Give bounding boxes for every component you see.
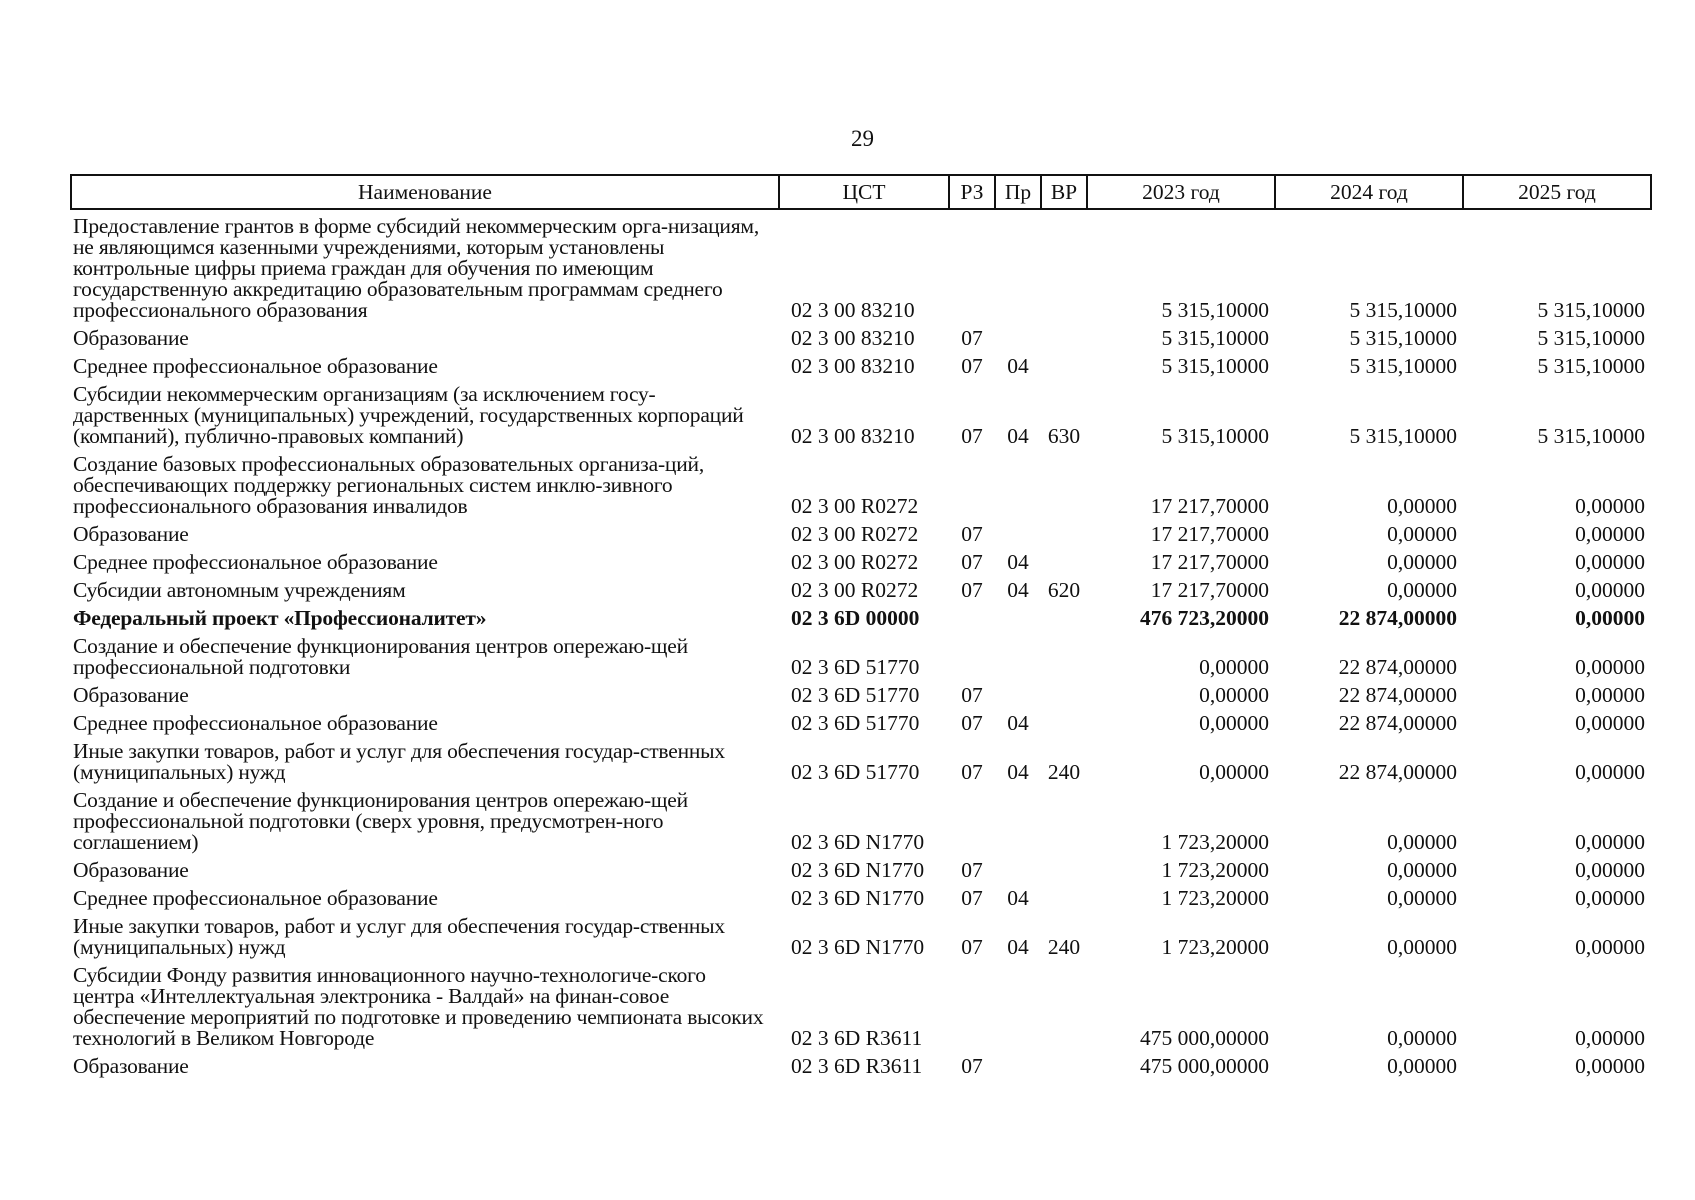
row-cst: 02 3 00 R0272 xyxy=(791,578,919,602)
header-cst: ЦСТ xyxy=(779,175,949,209)
row-value-2023: 17 217,70000 xyxy=(1150,522,1269,546)
row-value-2023: 476 723,20000 xyxy=(1140,606,1269,630)
row-pr: 04 xyxy=(1007,550,1029,574)
row-cst: 02 3 6D N1770 xyxy=(791,886,925,910)
row-vr xyxy=(1041,784,1087,854)
row-name: Федеральный проект «Профессионалитет» xyxy=(73,606,487,630)
row-cst: 02 3 00 83210 xyxy=(791,326,915,350)
row-rz: 07 xyxy=(961,354,983,378)
table-row xyxy=(71,679,1651,707)
row-name: Среднее профессиональное образование xyxy=(73,886,438,910)
table-row xyxy=(71,378,1651,448)
row-value-2025: 0,00000 xyxy=(1575,886,1645,910)
row-name: Образование xyxy=(73,326,189,350)
row-rz xyxy=(949,602,995,630)
row-cst: 02 3 6D N1770 xyxy=(791,858,925,882)
row-vr: 240 xyxy=(1047,760,1081,784)
row-value-2023: 475 000,00000 xyxy=(1140,1026,1269,1050)
row-pr xyxy=(995,784,1041,854)
row-value-2025: 0,00000 xyxy=(1575,683,1645,707)
row-rz: 07 xyxy=(961,424,983,448)
row-vr: 240 xyxy=(1047,935,1081,959)
row-cst: 02 3 00 83210 xyxy=(791,354,915,378)
row-value-2024: 0,00000 xyxy=(1387,578,1457,602)
row-pr xyxy=(995,209,1041,322)
row-rz xyxy=(949,784,995,854)
row-cst: 02 3 6D R3611 xyxy=(791,1054,923,1078)
row-rz xyxy=(949,959,995,1050)
row-pr: 04 xyxy=(1007,711,1029,735)
row-pr xyxy=(995,1050,1041,1078)
row-value-2023: 17 217,70000 xyxy=(1150,578,1269,602)
row-rz: 07 xyxy=(961,578,983,602)
row-vr xyxy=(1041,518,1087,546)
row-vr xyxy=(1041,679,1087,707)
row-rz: 07 xyxy=(961,522,983,546)
row-value-2023: 17 217,70000 xyxy=(1150,494,1269,518)
row-pr xyxy=(995,322,1041,350)
row-pr: 04 xyxy=(1007,578,1029,602)
row-rz xyxy=(949,209,995,322)
row-pr xyxy=(995,518,1041,546)
row-value-2024: 0,00000 xyxy=(1387,1054,1457,1078)
row-value-2023: 5 315,10000 xyxy=(1161,354,1269,378)
row-vr xyxy=(1041,707,1087,735)
row-cst: 02 3 00 R0272 xyxy=(791,522,919,546)
row-rz xyxy=(949,448,995,518)
row-vr xyxy=(1041,1050,1087,1078)
row-pr xyxy=(995,448,1041,518)
row-value-2024: 5 315,10000 xyxy=(1349,326,1457,350)
row-value-2025: 0,00000 xyxy=(1575,858,1645,882)
table-row xyxy=(71,350,1651,378)
row-name: Образование xyxy=(73,1054,189,1078)
row-value-2023: 5 315,10000 xyxy=(1161,298,1269,322)
row-name: Субсидии автономным учреждениям xyxy=(73,578,406,602)
row-value-2025: 5 315,10000 xyxy=(1537,298,1645,322)
row-value-2025: 0,00000 xyxy=(1575,578,1645,602)
row-value-2025: 5 315,10000 xyxy=(1537,424,1645,448)
header-2024: 2024 год xyxy=(1275,175,1463,209)
row-value-2024: 0,00000 xyxy=(1387,494,1457,518)
row-value-2023: 0,00000 xyxy=(1199,760,1269,784)
row-value-2024: 0,00000 xyxy=(1387,1026,1457,1050)
row-cst: 02 3 6D N1770 xyxy=(791,830,925,854)
row-pr: 04 xyxy=(1007,935,1029,959)
row-value-2024: 0,00000 xyxy=(1387,550,1457,574)
row-value-2024: 22 874,00000 xyxy=(1338,655,1457,679)
table-row xyxy=(71,448,1651,518)
table-body xyxy=(71,209,1651,1078)
row-value-2024: 0,00000 xyxy=(1387,522,1457,546)
row-value-2025: 0,00000 xyxy=(1575,830,1645,854)
table-row xyxy=(71,574,1651,602)
row-value-2025: 0,00000 xyxy=(1575,655,1645,679)
row-value-2025: 5 315,10000 xyxy=(1537,354,1645,378)
row-name: Создание и обеспечение функционирования центров опережаю-щей профессиональной подготовки xyxy=(73,634,688,679)
row-rz: 07 xyxy=(961,760,983,784)
row-pr: 04 xyxy=(1007,760,1029,784)
header-name: Наименование xyxy=(71,175,779,209)
row-pr xyxy=(995,959,1041,1050)
row-pr xyxy=(995,602,1041,630)
row-value-2025: 0,00000 xyxy=(1575,935,1645,959)
header-rz: РЗ xyxy=(949,175,995,209)
row-name: Субсидии Фонду развития инновационного научно-технологиче-ского центра «Интеллектуальная электроника - Валдай» на финан-совое обеспечение мероприятий по подготовке и проведению чемпионата высоких технологий в Великом Новгороде xyxy=(73,963,764,1050)
row-cst: 02 3 00 83210 xyxy=(791,298,915,322)
row-value-2023: 0,00000 xyxy=(1199,711,1269,735)
header-pr: Пр xyxy=(995,175,1041,209)
row-rz: 07 xyxy=(961,711,983,735)
row-cst: 02 3 6D 51770 xyxy=(791,711,920,735)
row-value-2025: 0,00000 xyxy=(1575,550,1645,574)
row-cst: 02 3 6D R3611 xyxy=(791,1026,923,1050)
row-value-2025: 5 315,10000 xyxy=(1537,326,1645,350)
row-value-2025: 0,00000 xyxy=(1575,711,1645,735)
row-value-2024: 0,00000 xyxy=(1387,886,1457,910)
row-value-2024: 0,00000 xyxy=(1387,830,1457,854)
row-value-2023: 0,00000 xyxy=(1199,655,1269,679)
row-name: Предоставление грантов в форме субсидий некоммерческим орга-низациям, не являющимся казенными учреждениями, которым установлены контрольные цифры приема граждан для обучения по имеющим государственную аккредитацию образовательным программам среднего профессионального образования xyxy=(73,214,759,322)
table-row xyxy=(71,784,1651,854)
row-rz: 07 xyxy=(961,935,983,959)
row-vr xyxy=(1041,882,1087,910)
row-pr xyxy=(995,630,1041,679)
row-name: Создание и обеспечение функционирования центров опережаю-щей профессиональной подготовки (сверх уровня, предусмотрен-ного соглашением) xyxy=(73,788,688,854)
table-row xyxy=(71,735,1651,784)
row-pr xyxy=(995,854,1041,882)
table-row xyxy=(71,546,1651,574)
row-cst: 02 3 6D N1770 xyxy=(791,935,925,959)
row-value-2024: 0,00000 xyxy=(1387,858,1457,882)
row-cst: 02 3 6D 51770 xyxy=(791,655,920,679)
row-vr xyxy=(1041,322,1087,350)
table-header-row xyxy=(71,175,1651,209)
row-value-2023: 5 315,10000 xyxy=(1161,424,1269,448)
row-value-2023: 5 315,10000 xyxy=(1161,326,1269,350)
row-pr: 04 xyxy=(1007,354,1029,378)
row-value-2024: 22 874,00000 xyxy=(1338,683,1457,707)
table-row xyxy=(71,959,1651,1050)
row-pr xyxy=(995,679,1041,707)
row-pr: 04 xyxy=(1007,424,1029,448)
row-name: Образование xyxy=(73,522,189,546)
page-number: 29 xyxy=(851,126,874,151)
row-rz: 07 xyxy=(961,683,983,707)
row-name: Среднее профессиональное образование xyxy=(73,354,438,378)
row-rz xyxy=(949,630,995,679)
table-row xyxy=(71,910,1651,959)
row-value-2023: 17 217,70000 xyxy=(1150,550,1269,574)
row-vr xyxy=(1041,854,1087,882)
row-value-2025: 0,00000 xyxy=(1575,1054,1645,1078)
table-row xyxy=(71,882,1651,910)
row-vr xyxy=(1041,209,1087,322)
row-name: Иные закупки товаров, работ и услуг для обеспечения государ-ственных (муниципальных) нужд xyxy=(73,914,725,959)
row-rz: 07 xyxy=(961,326,983,350)
row-vr xyxy=(1041,602,1087,630)
budget-table xyxy=(70,174,1652,1078)
row-value-2024: 5 315,10000 xyxy=(1349,354,1457,378)
row-rz: 07 xyxy=(961,858,983,882)
row-vr xyxy=(1041,630,1087,679)
row-name: Образование xyxy=(73,683,189,707)
row-name: Создание базовых профессиональных образовательных организа-ций, обеспечивающих поддержку региональных систем инклю-зивного профессионального образования инвалидов xyxy=(73,452,704,518)
row-name: Субсидии некоммерческим организациям (за исключением госу-дарственных (муниципальных) учреждений, государственных корпораций (компаний), публично-правовых компаний) xyxy=(73,382,744,448)
row-rz: 07 xyxy=(961,1054,983,1078)
row-name: Среднее профессиональное образование xyxy=(73,711,438,735)
row-value-2024: 0,00000 xyxy=(1387,935,1457,959)
row-rz: 07 xyxy=(961,550,983,574)
row-vr xyxy=(1041,546,1087,574)
row-vr xyxy=(1041,448,1087,518)
row-value-2025: 0,00000 xyxy=(1575,1026,1645,1050)
row-cst: 02 3 00 83210 xyxy=(791,424,915,448)
row-value-2024: 22 874,00000 xyxy=(1338,760,1457,784)
row-vr xyxy=(1041,959,1087,1050)
table-row xyxy=(71,707,1651,735)
row-value-2023: 1 723,20000 xyxy=(1161,830,1269,854)
table-row xyxy=(71,209,1651,322)
row-cst: 02 3 6D 51770 xyxy=(791,760,920,784)
row-cst: 02 3 00 R0272 xyxy=(791,550,919,574)
row-vr: 620 xyxy=(1047,578,1081,602)
row-value-2024: 5 315,10000 xyxy=(1349,298,1457,322)
table-row xyxy=(71,518,1651,546)
row-value-2023: 0,00000 xyxy=(1199,683,1269,707)
row-value-2025: 0,00000 xyxy=(1575,494,1645,518)
table-header xyxy=(71,175,1651,209)
table-row xyxy=(71,602,1651,630)
row-value-2023: 1 723,20000 xyxy=(1161,935,1269,959)
row-rz: 07 xyxy=(961,886,983,910)
row-vr: 630 xyxy=(1047,424,1081,448)
row-name: Среднее профессиональное образование xyxy=(73,550,438,574)
row-name: Образование xyxy=(73,858,189,882)
row-value-2023: 475 000,00000 xyxy=(1140,1054,1269,1078)
row-value-2024: 5 315,10000 xyxy=(1349,424,1457,448)
header-2025: 2025 год xyxy=(1463,175,1651,209)
row-cst: 02 3 00 R0272 xyxy=(791,494,919,518)
row-value-2025: 0,00000 xyxy=(1575,606,1645,630)
header-2023: 2023 год xyxy=(1087,175,1275,209)
row-value-2024: 22 874,00000 xyxy=(1338,606,1457,630)
table-row xyxy=(71,1050,1651,1078)
table-row xyxy=(71,630,1651,679)
row-value-2024: 22 874,00000 xyxy=(1338,711,1457,735)
header-vr: ВР xyxy=(1041,175,1087,209)
table-row xyxy=(71,322,1651,350)
row-value-2023: 1 723,20000 xyxy=(1161,858,1269,882)
row-cst: 02 3 6D 00000 xyxy=(791,606,920,630)
row-value-2023: 1 723,20000 xyxy=(1161,886,1269,910)
row-value-2025: 0,00000 xyxy=(1575,522,1645,546)
row-pr: 04 xyxy=(1007,886,1029,910)
row-name: Иные закупки товаров, работ и услуг для обеспечения государ-ственных (муниципальных) нужд xyxy=(73,739,725,784)
row-cst: 02 3 6D 51770 xyxy=(791,683,920,707)
table-row xyxy=(71,854,1651,882)
row-value-2025: 0,00000 xyxy=(1575,760,1645,784)
row-vr xyxy=(1041,350,1087,378)
